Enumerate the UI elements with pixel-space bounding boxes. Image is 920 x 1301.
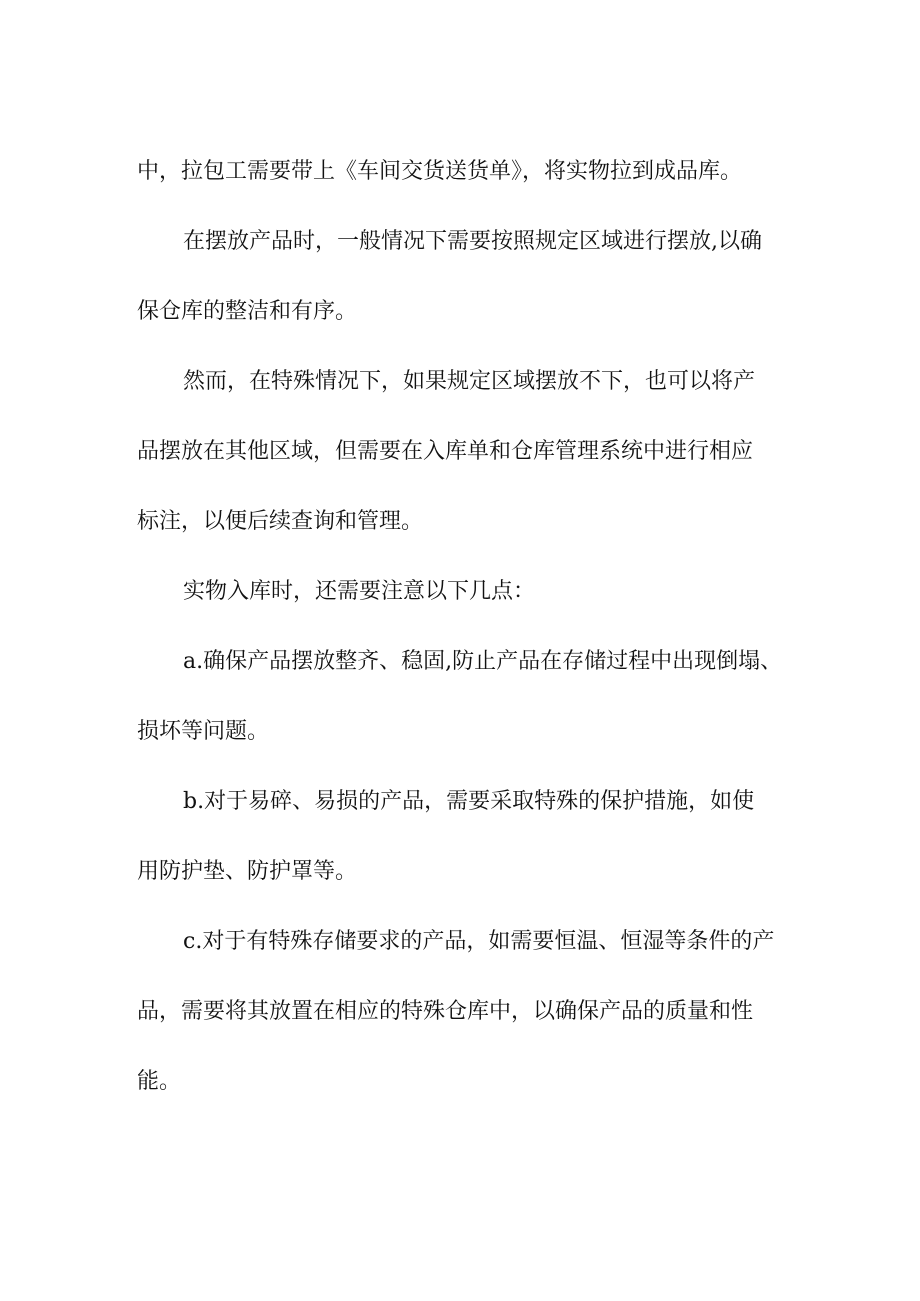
text-line-8: a.确保产品摆放整齐、稳固,防止产品在存储过程中出现倒塌、 — [183, 649, 783, 674]
text-line-6: 标注，以便后续查询和管理。 — [137, 509, 424, 534]
text-line-3: 保仓库的整洁和有序。 — [137, 299, 358, 324]
text-line-12: c.对于有特殊存储要求的产品，如需要恒温、恒湿等条件的产 — [183, 929, 775, 954]
text-line-4: 然而，在特殊情况下，如果规定区域摆放不下，也可以将产 — [183, 369, 756, 394]
text-line-1: 中，拉包工需要带上《车间交货送货单》，将实物拉到成品库。 — [137, 159, 743, 184]
text-line-7: 实物入库时，还需要注意以下几点： — [183, 579, 536, 604]
text-line-13: 品，需要将其放置在相应的特殊仓库中，以确保产品的质量和性 — [137, 999, 754, 1024]
text-line-9: 损坏等问题。 — [137, 719, 270, 744]
text-line-11: 用防护垫、防护罩等。 — [137, 859, 358, 884]
text-line-5: 品摆放在其他区域，但需要在入库单和仓库管理系统中进行相应 — [137, 439, 754, 464]
text-line-2: 在摆放产品时，一般情况下需要按照规定区域进行摆放,以确 — [183, 229, 762, 254]
text-line-14: 能。 — [137, 1069, 182, 1094]
text-line-10: b.对于易碎、易损的产品，需要采取特殊的保护措施，如使 — [183, 789, 755, 814]
